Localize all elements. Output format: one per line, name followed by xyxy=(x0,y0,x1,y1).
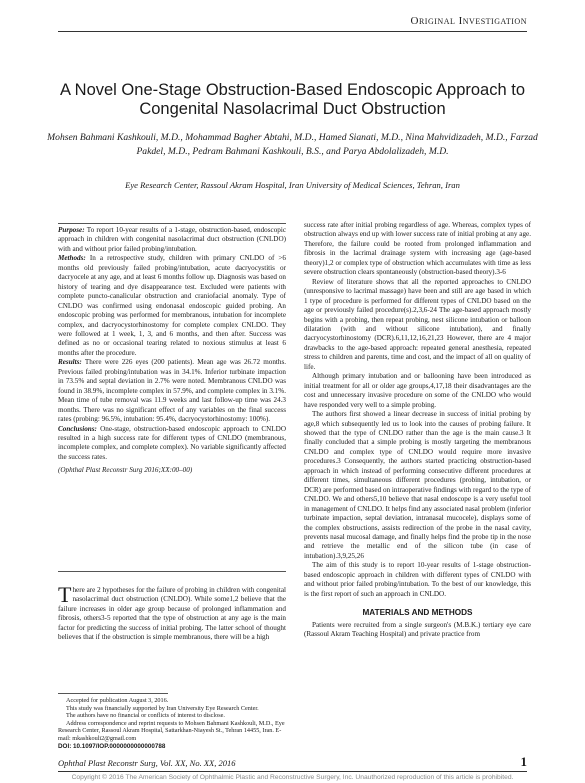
article-title: A Novel One-Stage Obstruction-Based Endoscopic Approach to Congenital Nasolacrimal Duct Obstruction xyxy=(59,81,526,118)
footnote: The authors have no financial or conflicts of interest to disclose. xyxy=(66,712,225,720)
results-text: There were 226 eyes (200 patients). Mean age was 26.72 months. Previous failed probing/intubation was in 34.1%. Inferior turbinate impaction in 73.5% and septal deviation in 2.7% were noted. Membranous CNLDO was found in 38.9%, incomplete complex in 57.9%, and complete complex in 3.1%. Mean time of tube removal was 11.9 weeks and last follow-up time was 24.3 months. There was no significant effect of any variables on the final success rates (probing: 96.5%, intubation: 95.4%, dacryocystorhinostomy: 100%). xyxy=(58,358,287,424)
footer-journal: Ophthal Plast Reconstr Surg, Vol. XX, No. XX, 2016 xyxy=(58,758,236,768)
abstract-purpose xyxy=(58,226,286,254)
footnote: Address correspondence and reprint requests to Mohsen Bahmani Kashkouli, M.D., Eye Research Center, Rassoul Akram Hospital, Sattarkhan-Niayesh St., Tehran 14455, Iran. E-mail: mkashkouli2@gmail.com xyxy=(58,719,285,742)
introduction xyxy=(58,582,286,643)
purpose-label: Purpose: xyxy=(58,226,85,234)
abstract xyxy=(58,226,286,476)
page-number: 1 xyxy=(520,754,527,769)
footnote: This study was financially supported by Iran University Eye Research Center. xyxy=(66,704,259,712)
abstract-bottom-rule xyxy=(58,571,286,572)
abstract-results xyxy=(58,358,286,424)
section-heading-methods: MATERIALS AND METHODS xyxy=(362,608,473,618)
conclusions-text: One-stage, obstruction-based endoscopic approach to CNLDO resulted in a high success rate for different types of CNLDO (membranous, incomplete complex, and complete complex). No variable significantly affected the success rates. xyxy=(58,424,286,461)
body-paragraph: Review of literature shows that all the reported approaches to CNLDO (unresponsive to lacrimal massage) have been and still are age based in which 1 type of procedure is performed for different types of CNLDO based on the age or previously failed procedure(s).2,3,6-24 The age-based approach mostly begins with a probing, then repeat probing, nest silicone intubation or balloon dilatation (with and without silicone intubation), and finally dacryocystorhinostomy (DCR).6,11,12,16,21,23 However, there are 4 major drawbacks to the age-based approach: repeated general anesthesia, repeated stress to children and parents, time and cost, and the impact of all on quality of life. xyxy=(304,277,531,371)
doi: DOI: 10.1097/IOP.0000000000000788 xyxy=(58,742,166,750)
body-paragraph: Although primary intubation and or ballooning have been introduced as initial treatment for all or older age groups,4,17,18 their disadvantages are the cost and unnecessary invasive procedure on some of the CNLDO who would have responded very well to a simple probing. xyxy=(304,372,531,409)
methods-text: In a retrospective study, children with primary CNLDO of >6 months old previously failed probing/intubation, acute dacryocystitis or dacryocele at any age, and at least 6 months follow up. Diagnosis was based on history of tearing and dye disappearance test. Excluded were patients with complete puncto-canalicular obstruction and craniofacial anomaly. Type of CNLDO was confirmed using endonasal endoscopic guided probing. An endoscopic probing was performed for membranous, intubation for incomplete complex, and dacryocystorhinostomy for complete complex CNLDO. They were followed at 1 week, 1, 3, and 6 months, and then after. Success was defined as no or occasional tearing related to noxious stimulus at least 6 months after the procedure. xyxy=(58,254,286,357)
methods-label: Methods: xyxy=(58,254,86,263)
intro-paragraph xyxy=(58,582,286,643)
author-list: Mohsen Bahmani Kashkouli, M.D., Mohammad Bagher Abtahi, M.D., Hamed Sianati, M.D., Nina Mahvidizadeh, M.D., Farzad Pakdel, M.D., Pedram Bahmani Kashkouli, B.S., and Parya Abdolalizadeh, M.D. xyxy=(47,132,538,157)
footnote-rule xyxy=(58,693,168,694)
abstract-conclusions xyxy=(58,425,286,463)
abstract-citation: (Ophthal Plast Reconstr Surg 2016;XX:00–00) xyxy=(58,466,193,475)
body-paragraph: The authors first showed a linear decrease in success of initial probing by age,8 which subsequently led us to look into the causes of probing failure. It showed that the type of CNLDO rather than the age is the main cause.3 It finally concluded that a simple probing is mostly targeting the membranous CNLDO and complex type of CNLDO would require more invasive procedures.3 Consequently, the authors started practicing obstruction-based approach in which instead of performing consecutive different procedures at different times, simultaneous different procedures (probing, intubation, or DCR) are performed based on intraoperative findings with regard to the type of CNLDO. We and others5,10 believe that nasal endoscope is a very useful tool in management of CNLDO. It helps find any associated nasal problem (inferior turbinate impaction, septal deviation, intranasal mucocele), displays some of the complex obstructions, assists redirection of the probe in the nasal cavity, prevents nasal mucosal damage, and finally helps find the probe tip in the nose and retrieve the metallic end of the silicon tube (in case of intubation).3,9,25,26 xyxy=(304,410,531,560)
section-tag: Original Investigation xyxy=(410,15,527,27)
purpose-text: To report 10-year results of a 1-stage, obstruction-based, endoscopic approach in children with congenital nasolacrimal duct obstruction (CNLDO) with and without prior failed probing/intubation. xyxy=(58,226,286,253)
results-label: Results: xyxy=(58,358,82,367)
right-column xyxy=(304,221,531,639)
affiliation: Eye Research Center, Rassoul Akram Hospital, Iran University of Medical Sciences, Tehran, Iran xyxy=(125,180,460,190)
copyright-notice: Copyright © 2016 The American Society of Ophthalmic Plastic and Reconstructive Surgery, Inc. Unauthorized reproduction of this article is prohibited. xyxy=(71,774,514,781)
drop-cap: T xyxy=(58,582,72,607)
body-paragraph: Patients were recruited from a single surgeon's (M.B.K.) tertiary eye care (Rassoul Akram Teaching Hospital) and private practice from xyxy=(304,620,531,639)
footer-rule xyxy=(58,771,527,772)
abstract-methods xyxy=(58,254,286,358)
body-paragraph: The aim of this study is to report 10-year results of 1-stage obstruction-based endoscopic approach in children with different types of CNLDO with and without prior failed probing/intubation. To the best of our knowledge, this is the first report of such an approach in CNLDO. xyxy=(304,561,531,598)
footnote: Accepted for publication August 3, 2016. xyxy=(66,697,169,704)
intro-text: here are 2 hypotheses for the failure of probing in children with congenital nasolacrimal duct obstruction (CNLDO). While some1,2 believe that the failure increases in older age group because of prolonged inflammation and fibrosis, others3-5 reported that the type of obstruction at any age is the main factor for predicting the success of initial probing. The latter school of thought believes that if the obstruction is simple membranous, there will be a high xyxy=(58,586,286,642)
header-rule xyxy=(58,31,527,32)
abstract-top-rule xyxy=(58,223,286,224)
conclusions-label: Conclusions: xyxy=(58,424,97,433)
footnotes xyxy=(58,697,286,750)
body-paragraph: success rate after initial probing regardless of age. Whereas, complex types of obstruction always end up with lower success rate of initial probing at any age. Therefore, the failure could be rooted from prolonged inflammation and fibrosis in the lacrimal drainage system with increasing age (age-based theory)1,2 or complex type of obstruction which accumulates with time as less severe obstruction clears spontaneously (obstruction-based theory).3-6 xyxy=(304,221,531,277)
